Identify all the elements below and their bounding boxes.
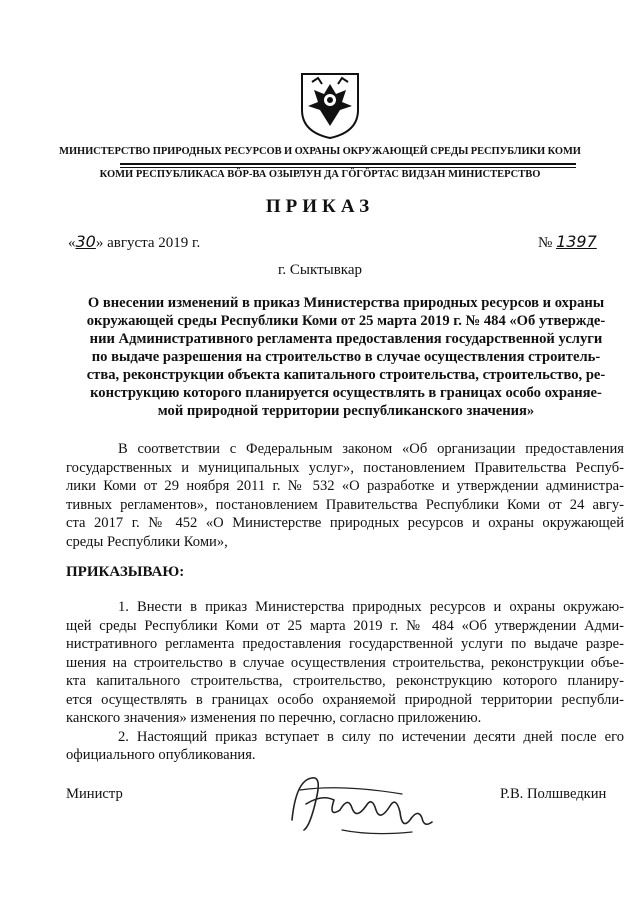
heading-line: ства, реконструкции объекта капитального строительства, строительство, ре- xyxy=(86,367,606,383)
preamble-line: ста 2017 г. № 452 «О Министерстве природных ресурсов и охраны окружающей xyxy=(66,515,624,531)
heading-line: по выдаче разрешения на строительство в случае осуществления строитель- xyxy=(91,349,601,365)
order-command: ПРИКАЗЫВАЮ: xyxy=(66,564,185,580)
header-divider-thin xyxy=(120,167,576,168)
clause-line: канского значения» изменения по перечню, согласно приложению. xyxy=(66,710,482,726)
preamble-line: среды Республики Коми», xyxy=(66,533,228,550)
date-month-year: » августа 2019 г. xyxy=(95,235,201,251)
date-open-quote: « xyxy=(68,235,76,251)
clause-line: щей среды Республики Коми от 25 марта 2019 г. № 484 «Об утверждении Адми- xyxy=(66,617,624,634)
heading-line: О внесении изменений в приказ Министерства природных ресурсов и охраны xyxy=(87,295,605,311)
heading-line: мой природной территории республиканского значения» xyxy=(157,403,535,419)
order-number-prefix: № xyxy=(538,235,557,251)
heading-line: нии Административного регламента предоставления государственной услуги xyxy=(89,331,603,347)
order-clauses xyxy=(66,598,624,765)
ministry-name-russian: МИНИСТЕРСТВО ПРИРОДНЫХ РЕСУРСОВ И ОХРАНЫ ОКРУЖАЮЩЕЙ СРЕДЫ РЕСПУБЛИКИ КОМИ xyxy=(59,146,581,157)
preamble-paragraph xyxy=(66,440,624,551)
order-title: ПРИКАЗ xyxy=(265,196,375,217)
komi-republic-coat-of-arms-icon xyxy=(298,70,362,140)
order-date xyxy=(68,232,200,252)
order-number-handwritten: 1397 xyxy=(556,232,597,251)
heading-line: окружающей среды Республики Коми от 25 марта 2019 г. № 484 «Об утвержде- xyxy=(86,313,606,329)
order-city: г. Сыктывкар xyxy=(277,262,363,278)
preamble-line: государственных и муниципальных услуг», постановлением Правительства Респуб- xyxy=(66,459,624,476)
clause-line: ется осуществлять в границах особо охраняемой природной территории республи- xyxy=(66,691,624,708)
signer-name: Р.В. Полшведкин xyxy=(500,786,607,802)
clause-line: официального опубликования. xyxy=(66,747,256,763)
clause-line: нистративного регламента предоставления государственной услуги по выдаче разре- xyxy=(66,636,624,652)
order-subject-heading xyxy=(66,294,626,420)
clause-line: 2. Настоящий приказ вступает в силу по истечении десяти дней после его xyxy=(118,728,624,745)
order-number xyxy=(538,232,597,252)
preamble-line: В соответствии с Федеральным законом «Об организации предоставления xyxy=(118,441,624,457)
heading-line: конструкцию которого планируется осуществлять в границах особо охраняе- xyxy=(90,385,602,401)
signer-position: Министр xyxy=(66,786,123,802)
clause-line: шения на строительство в случае осуществления строительства, реконструкции объе- xyxy=(66,654,624,671)
handwritten-signature-icon xyxy=(282,760,442,850)
date-day-handwritten: 30 xyxy=(75,232,96,251)
preamble-line: лики Коми от 29 ноября 2011 г. № 532 «О разработке и утверждении администра- xyxy=(66,478,624,494)
preamble-line: тивных регламентов», постановлением Правительства Республики Коми от 24 авгу- xyxy=(66,496,624,513)
ministry-name-komi: КОМИ РЕСПУБЛИКАСА ВÖР-ВА ОЗЫРЛУН ДА ГÖГÖРТАС ВИДЗАН МИНИСТЕРСТВО xyxy=(99,169,541,180)
clause-line: 1. Внести в приказ Министерства природных ресурсов и охраны окружаю- xyxy=(118,599,624,615)
header-divider-thick xyxy=(120,163,576,165)
clause-line: кта капитального строительства, строительство, реконструкцию которого планиру- xyxy=(66,673,624,689)
